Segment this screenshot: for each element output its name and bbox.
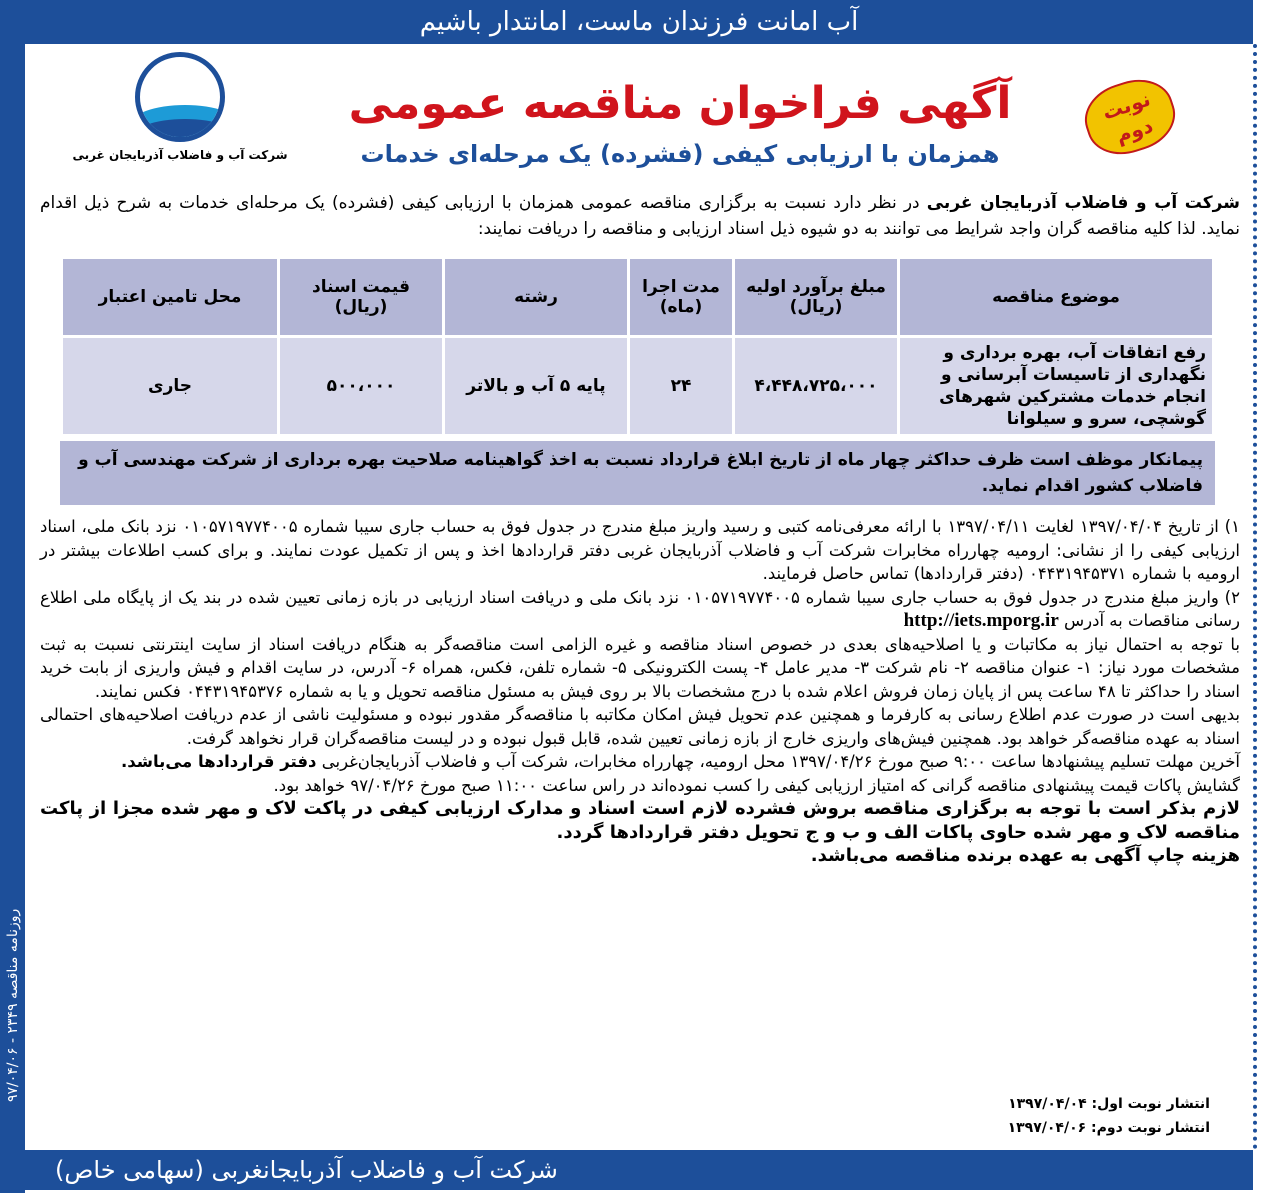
paragraph-5 <box>40 750 1240 774</box>
paragraph-1: ۱) از تاریخ ۱۳۹۷/۰۴/۰۴ لغایت ۱۳۹۷/۰۴/۱۱ با ارائه معرفی‌نامه کتبی و رسید واریز مبلغ مندرج در جدول فوق به حساب جاری سیبا شماره ۰۱۰۵۷۱۹۷۷۴۰۰۵ نزد بانک ملی، اسناد ارزیابی کیفی را از نشانی: ارومیه چهارراه مخابرات شرکت آب و فاضلاب آذربایجان غربی دفتر قراردادها اخذ و پس از تکمیل عودت نمایند. و برای کسب اطلاعات بیشتر در ارومیه با شماره ۰۴۴۳۱۹۴۵۳۷۱ (دفتر قراردادها) تماس حاصل فرمایند. <box>40 517 1240 583</box>
table-cell: پایه ۵ آب و بالاتر <box>445 338 627 434</box>
paragraph-5-office: دفتر قراردادها می‌باشد. <box>120 752 317 771</box>
body-text <box>40 515 1240 868</box>
paragraph-3: با توجه به احتمال نیاز به مکاتبات و یا اصلاحیه‌های بعدی در خصوص اسناد مناقصه و غیره الزامی است مناقصه‌گر به هنگام دریافت اسناد از سایت اینترنتی نسبت به ثبت مشخصات مورد نیاز: ۱- عنوان مناقصه ۲- نام شرکت ۳- مدیر عامل ۴- پست الکترونیکی ۵- شماره تلفن، فکس، همراه ۶- آدرس، در سایت اقدام و فیش واریزی از بابت خرید اسناد را حداکثر تا ۴۸ ساعت پس از پایان زمان فروش اعلام شده با درج مشخصات بالا بر روی فیش به مسئول مناقصه تحویل و یا به شماره ۰۴۴۳۱۹۴۵۳۷۶ فکس نمایند. <box>40 634 1241 701</box>
table-cell: جاری <box>63 338 277 434</box>
intro-body: در نظر دارد نسبت به برگزاری مناقصه عمومی همزمان با ارزیابی کیفی (فشرده) یک مرحله‌ای خدمات به شرح ذیل اقدام نماید. لذا کلیه مناقصه گران واجد شرایط می توانند به دو شیوه ذیل اسناد ارزیابی و مناقصه را دریافت نمایند: <box>40 193 1240 239</box>
side-note: روزنامه مناقصه ۲۳۴۹ - ۹۷/۰۴/۰۶ <box>5 908 21 1102</box>
tender-portal-link[interactable]: http://iets.mporg.ir <box>903 610 1059 631</box>
right-wave-border <box>1253 44 1268 1150</box>
paragraph-6: گشایش پاکات قیمت پیشنهادی مناقصه گرانی که امتیاز ارزیابی کیفی را کسب نموده‌اند در راس ساعت ۱۱:۰۰ صبح مورخ ۹۷/۰۴/۲۶ خواهد بود. <box>273 775 1240 795</box>
paragraph-8: هزینه چاپ آگهی به عهده برنده مناقصه می‌باشد. <box>810 845 1240 866</box>
second-publication: انتشار نوبت دوم: ۱۳۹۷/۰۴/۰۶ <box>1007 1120 1210 1136</box>
top-banner: آب امانت فرزندان ماست، امانتدار باشیم <box>25 0 1253 44</box>
table-cell: ۵۰۰،۰۰۰ <box>280 338 442 434</box>
paragraph-2 <box>40 586 1240 633</box>
paragraph-2-text: ۲) واریز مبلغ مندرج در جدول فوق به حساب جاری سیبا شماره ۰۱۰۵۷۱۹۷۷۴۰۰۵ نزد بانک ملی و دریافت اسناد ارزیابی در بازه زمانی تعیین شده در بند یک از پایگاه ملی اطلاع رسانی مناقصات به آدرس <box>40 587 1240 630</box>
table-header: قیمت اسناد (ریال) <box>280 259 442 335</box>
publication-dates <box>980 1092 1210 1140</box>
table-header: رشته <box>445 259 627 335</box>
page-title: آگهی فراخوان مناقصه عمومی <box>348 78 1012 129</box>
bottom-banner: شرکت آب و فاضلاب آذربایجانغربی (سهامی خاص) <box>25 1150 1253 1190</box>
company-logo <box>70 52 290 182</box>
first-publication: انتشار نوبت اول: ۱۳۹۷/۰۴/۰۴ <box>1008 1096 1210 1112</box>
paragraph-5-text: آخرین مهلت تسلیم پیشنهادها ساعت ۹:۰۰ صبح مورخ ۱۳۹۷/۰۴/۲۶ محل ارومیه، چهارراه مخابرات، شرکت آب و فاضلاب آذربایجان‌غربی <box>321 752 1240 771</box>
page-subtitle: همزمان با ارزیابی کیفی (فشرده) یک مرحله‌ای خدمات <box>360 140 1000 168</box>
table-row <box>63 338 1212 434</box>
contractor-note: پیمانکار موظف است ظرف حداکثر چهار ماه از تاریخ ابلاغ قرارداد نسبت به اخذ گواهینامه صلاحیت بهره برداری از شرکت مهندسی آب و فاضلاب کشور اقدام نماید. <box>60 441 1215 505</box>
paragraph-7: لازم بذکر است با توجه به برگزاری مناقصه بروش فشرده لازم است اسناد و مدارک ارزیابی کیفی در پاکت لاک و مهر شده مجزا از پاکت مناقصه لاک و مهر شده حاوی پاکات الف و ب و ج تحویل دفتر قراردادها گردد. <box>40 798 1240 843</box>
paragraph-4: بدیهی است در صورت عدم اطلاع رسانی به کارفرما و همچنین عدم تحویل فیش امکان مکاتبه با مناقصه‌گر مقدور نبوده و مسئولیت ناشی از عدم دریافت اصلاحیه‌های احتمالی اسناد به عهده مناقصه‌گر خواهد بود. همچنین فیش‌های واریزی خارج از بازه زمانی تعیین شده، قابل قبول نبوده و در لیست مناقصه‌گران قرار نخواهد گرفت. <box>40 705 1240 748</box>
table-header: موضوع مناقصه <box>900 259 1212 335</box>
table-header-row <box>63 259 1212 335</box>
intro-text <box>40 190 1240 242</box>
table-cell: ۲۴ <box>630 338 732 434</box>
intro-company: شرکت آب و فاضلاب آذربایجان غربی <box>926 193 1240 213</box>
tender-table <box>60 256 1215 437</box>
table-cell: ۴،۴۴۸،۷۲۵،۰۰۰ <box>735 338 897 434</box>
table-header: محل تامین اعتبار <box>63 259 277 335</box>
table-header: مبلغ برآورد اولیه (ریال) <box>735 259 897 335</box>
water-wave-logo-icon <box>135 52 225 142</box>
second-round-badge: نوبت دوم <box>1076 70 1183 164</box>
table-cell: رفع اتفاقات آب، بهره برداری و نگهداری از تاسیسات آبرسانی و انجام خدمات مشترکین شهرهای گوشچی، سرو و سیلوانا <box>900 338 1212 434</box>
logo-caption: شرکت آب و فاضلاب آذربایجان غربی <box>72 148 288 162</box>
table-header: مدت اجرا (ماه) <box>630 259 732 335</box>
